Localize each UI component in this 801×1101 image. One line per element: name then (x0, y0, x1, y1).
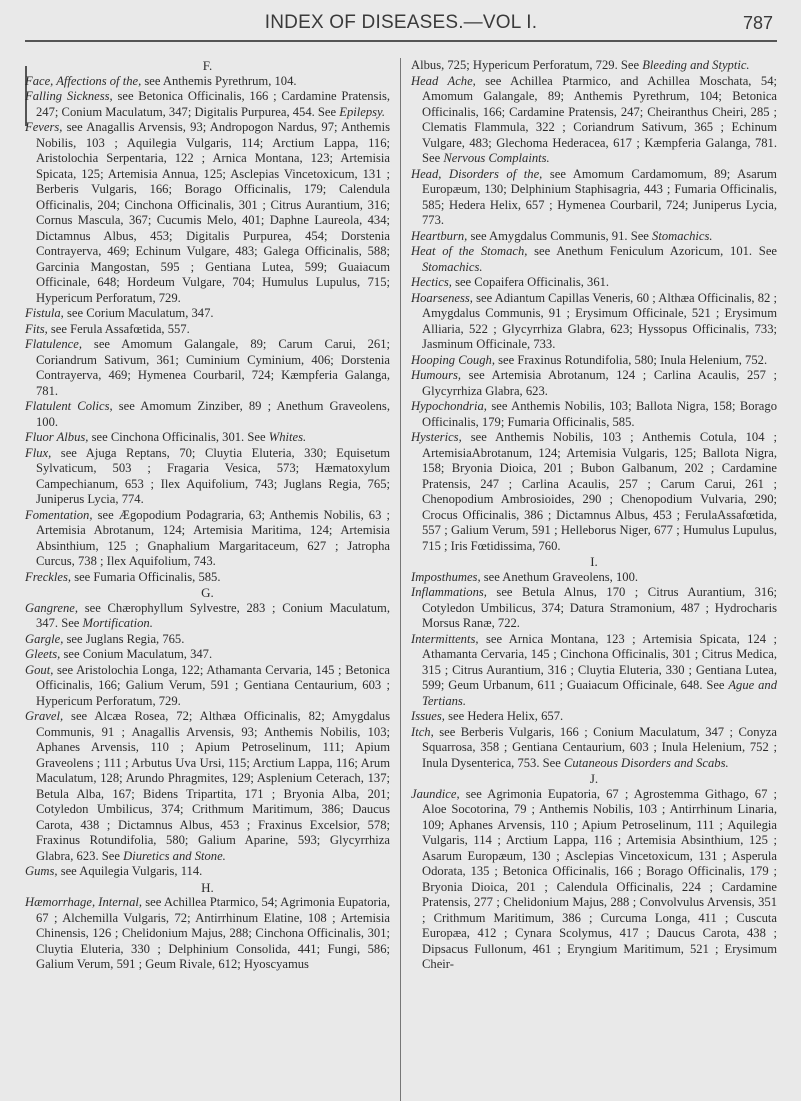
entry-term: Issues, (411, 709, 445, 723)
index-entry (25, 895, 390, 973)
entry-term: Hæmorrhage, Internal, (25, 895, 143, 909)
index-entry (411, 787, 777, 973)
entry-term: Flatulence, (25, 337, 82, 351)
section-letter: J. (589, 771, 599, 786)
entry-term: Intermittents, (411, 631, 479, 646)
entry-term: Jaundice, (411, 786, 460, 801)
index-entry (25, 322, 390, 338)
index-entry (25, 446, 390, 508)
entry-references: see Amomum Zinziber, 89 ; Anethum Graveolens, 100. (36, 399, 390, 429)
see-reference: Nervous Complaints. (443, 151, 550, 165)
index-entry (411, 244, 777, 275)
entry-references: see Amomum Galangale, 89; Carum Carui, 261; Coriandrum Sativum, 361; Cuminium Cyminium, 406; Dorstenia Contrayerva, 469; Hymenea Courbaril, 724; Kæmpferia Galanga, 781. (36, 337, 390, 398)
index-entry (411, 275, 777, 291)
index-entry (25, 337, 390, 399)
entry-term: Hoarseness, (411, 290, 473, 305)
entry-references: see Anethum Graveolens, 100. (480, 569, 639, 584)
entry-term: Gums, (25, 864, 58, 878)
see-reference: Bleeding (642, 58, 687, 72)
right-column (401, 58, 777, 1101)
entry-term: Hooping Cough, (411, 352, 495, 367)
see-reference: Whites. (268, 430, 307, 444)
entry-term: Heat of the Stomach, (411, 244, 528, 258)
index-entry (25, 632, 390, 648)
entry-term: Heartburn, (411, 228, 468, 243)
section-letter: H. (201, 879, 214, 895)
entry-references: see Copaifera Officinalis, 361. (451, 275, 610, 289)
index-entry (25, 663, 390, 710)
index-entry (25, 709, 390, 864)
see-reference: Mortification. (82, 616, 153, 630)
entry-references: see Agrimonia Eupatoria, 67 ; Agrostemma Githago, 67 ; Aloe Socotorina, 79 ; Anthemis Nobilis, 103 ; Antirrhinum Linaria, 109; Aphanes Arvensis, 110 ; Apium Petroselinum, 111 ; Aquilegia Vulgaris, 114 ; Arctium Lappa, 116 ; Artemisia Absinthium, 125 ; Asarum Europæum, 130 ; Asclepias Vincetoxicum, 131 ; Asperula Odorata, 135 ; Betonica Officinalis, 166 ; Borago Officinalis, 179 ; Bryonia Dioica, 201 ; Calendula Officinalis, 224 ; Cardamine Pratensis, 277 ; Chelidonium Majus, 288 ; Convolvulus Arvensis, 351 ; Crithmum Maritimum, 386 ; Curcuma Longa, 411 ; Cuscuta Europæa, 412 ; Cynara Scolymus, 417 ; Daucus Carota, 438 ; Dipsacus Fullonum, 461 ; Eryngium Maritimum, 521 ; Erysimum Cheir- (422, 786, 777, 971)
entry-references: see Chærophyllum Sylvestre, 283 ; Conium Maculatum, 347. See (36, 600, 390, 630)
entry-references: see Aristolochia Longa, 122; Athamanta Cervaria, 145 ; Betonica Officinalis, 166; Galium Verum, 591 ; Gentiana Centaurium, 603 ; Hypericum Perforatum, 729. (36, 662, 390, 708)
page-title: INDEX OF DISEASES.—VOL I. (264, 12, 538, 33)
entry-references: see Ferula Assafœtida, 557. (47, 321, 190, 336)
entry-term: Gangrene, (25, 600, 79, 615)
entry-term: Hysterics, (411, 430, 462, 444)
see-reference: Cutaneous Disorders (563, 755, 671, 770)
entry-references: see Aquilegia Vulgaris, 114. (57, 864, 203, 878)
entry-references: see Achillea Ptarmico, 54; Agrimonia Eupatoria, 67 ; Alchemilla Vulgaris, 72; Antirrhinum Elatine, 108 ; Artemisia Chinensis, 126 ; Chelidonium Majus, 288; Cinchona Officinalis, 301; Cluytia Eluteria, 330 ; Delphinium Consolida, 441; Fungi, 586; Galium Verum, 591 ; Geum Rivale, 612; Hyoscyamus (36, 895, 390, 971)
entry-references: see Ægopodium Podagraria, 63; Anthemis Nobilis, 63 ; Artemisia Abrotanum, 124; Artemisia Maritima, 124; Artemisia Absinthium, 125 ; Gnaphalium Margaritaceum, 627 ; Jatropha Curcus, 738 ; Ilex Aquifolium, 743. (36, 507, 390, 568)
see-reference: Stomachics. (422, 259, 483, 274)
entry-term: Flux, (25, 445, 52, 460)
see-reference: Epilepsy. (339, 104, 386, 119)
left-column (25, 58, 401, 1101)
index-entry (25, 120, 390, 306)
index-entry (411, 725, 777, 772)
see-reference: Diuretics (123, 848, 170, 863)
entry-references: see Amomum Cardamomum, 89; Asarum Europæum, 130; Delphinium Staphisagria, 443 ; Fumaria Officinalis, 585; Hedera Helix, 657 ; Hymenea Courbaril, 724; Juniperus Lycia, 773. (422, 166, 777, 227)
entry-term: Gravel, (25, 709, 64, 723)
page-header (25, 12, 777, 42)
entry-references: see Anthemis Nobilis, 103; Ballota Nigra, 158; Borago Officinalis, 179; Fumaria Officinalis, 585. (422, 399, 777, 429)
index-entry (411, 229, 777, 245)
index-entry (411, 585, 777, 632)
index-entry (25, 570, 390, 586)
entry-references: see Ajuga Reptans, 70; Cluytia Eluteria, 330; Equisetum Sylvaticum, 503 ; Fragaria Vesica, 573; Hæmatoxylum Campechianum, 653 ; Ilex Aquifolium, 743; Juglans Regia, 765; Juniperus Lycia, 774. (36, 445, 390, 506)
index-entry (25, 399, 390, 430)
entry-term: Humours, (411, 368, 462, 382)
entry-term: Freckles, (25, 569, 72, 584)
entry-references: see Juglans Regia, 765. (63, 631, 185, 646)
index-entry (411, 632, 777, 710)
entry-references: see Artemisia Abrotanum, 124 ; Carlina Acaulis, 257 ; Glycyrrhiza Glabra, 623. (422, 368, 777, 398)
entry-term: Fevers, (25, 120, 63, 134)
index-entry (25, 430, 390, 446)
index-entry (411, 368, 777, 399)
section-letter: I. (590, 554, 598, 569)
entry-term: Fomentation, (25, 507, 93, 522)
entry-references: see Alcæa Rosea, 72; Althæa Officinalis, 82; Amygdalus Communis, 91 ; Anagallis Arvensis, 93; Anthemis Nobilis, 103; Aphanes Arvensis, 110 ; Apium Petroselinum, 111; Apium Graveolens ; 111 ; Arbutus Uva Ursi, 115; Arctium Lappa, 116; Arum Maculatum, 128; Arundo Phragmites, 129; Asplenium Ceterach, 137; Betula Alba, 167; Bidens Tripartita, 171 ; Bryonia Alba, 201; Cotyledon Umbilicus, 374; Crithmum Maritimum, 386; Daucus Carota, 438 ; Dictamnus Albus, 453 ; Fraxinus Excelsior, 578; Fraxinus Rotundifolia, 580; Galium Aparine, 593; Glycyrrhiza Glabra, 623. See (36, 709, 390, 863)
entry-references: see Fumaria Officinalis, 585. (71, 569, 221, 584)
see-reference: Stomachics. (652, 228, 713, 243)
index-entry (25, 306, 390, 322)
entry-term: Hectics, (411, 275, 452, 289)
entry-references: Albus, 725; Hypericum Perforatum, 729. See (411, 58, 643, 72)
see-reference-extra: and Styptic. (686, 58, 750, 72)
section-letter: F. (202, 58, 213, 73)
index-entry (25, 74, 390, 90)
see-reference-extra: and Scabs. (670, 755, 729, 770)
index-entry (25, 864, 390, 880)
see-reference: Ague (728, 678, 755, 692)
entry-references: see Anthemis Nobilis, 103 ; Anthemis Cotula, 104 ; ArtemisiaAbrotanum, 124; Artemisia Vulgaris, 125; Ballota Nigra, 158; Bryonia Dioica, 201 ; Bubon Galbanum, 202 ; Cardamine Pratensis, 247 ; Carlina Acaulis, 257 ; Carum Carui, 261 ; Chenopodium Ambrosioides, 290 ; Chenopodium Vulvaria, 290; Crocus Officinalis, 386 ; Dictamnus Albus, 453 ; FerulaAssafœtida, 557 ; Galium Verum, 591 ; Helleborus Niger, 677 ; Humulus Lupulus, 715 ; Iris Fœtidissima, 760. (422, 430, 777, 553)
index-entry (411, 570, 777, 586)
entry-references: see Anthemis Pyrethrum, 104. (141, 73, 297, 88)
index-entry (411, 399, 777, 430)
index-entry (411, 291, 777, 353)
see-reference-extra: and Stone. (169, 848, 226, 863)
header-rule (25, 40, 777, 42)
entry-term: Head Ache, (411, 73, 476, 88)
entry-term: Head, Disorders of the, (411, 166, 543, 181)
entry-references: see Anethum Feniculum Azoricum, 101. See (527, 244, 777, 258)
entry-references: see Fraxinus Rotundifolia, 580; Inula Helenium, 752. (494, 352, 768, 367)
index-entry (25, 508, 390, 570)
index-entry (25, 647, 390, 663)
entry-references: see Adiantum Capillas Veneris, 60 ; Althæa Officinalis, 82 ; Amygdalus Communis, 91 ; Erysimum Officinale, 521 ; Erysimum Alliaria, 522 ; Glycyrrhiza Glabra, 623; Hyssopus Officinalis, 733; Jasminum Officinale, 733. (422, 290, 777, 351)
entry-term: Imposthumes, (411, 569, 481, 584)
index-entry (25, 89, 390, 120)
entry-references: see Betonica Officinalis, 166 ; Cardamine Pratensis, 247; Conium Maculatum, 347; Digitalis Purpurea, 454. See (36, 89, 390, 119)
entry-term: Itch, (411, 724, 434, 739)
entry-references: see Cinchona Officinalis, 301. See (88, 430, 269, 444)
entry-term: Gleets, (25, 647, 61, 661)
entry-term: Inflammations, (411, 585, 487, 599)
entry-term: Fluor Albus, (25, 430, 89, 444)
entry-references: see Corium Maculatum, 347. (63, 306, 214, 320)
entry-term: Flatulent Colics, (25, 399, 113, 413)
index-entry (411, 353, 777, 369)
entry-term: Fits, (25, 321, 48, 336)
index-entry (411, 74, 777, 167)
page-number: 787 (742, 13, 773, 33)
index-entry (411, 709, 777, 725)
entry-term: Face, Affections of the, (25, 73, 142, 88)
section-letter: G. (201, 585, 214, 600)
entry-references: see Achillea Ptarmico, and Achillea Moschata, 54; Amomum Galangale, 89; Anthemis Pyrethrum, 104; Betonica Officinalis, 166; Cardamine Pratensis, 247; Cheiranthus Cheiri, 285 ; Clematis Flammula, 322 ; Coriandrum Sativum, 365 ; Echinum Vulgare, 483; Glechoma Hederacea, 617 ; Kæmpferia Galanga, 781. See (422, 73, 777, 165)
entry-references: see Berberis Vulgaris, 166 ; Conium Maculatum, 347 ; Conyza Squarrosa, 358 ; Gentiana Centaurium, 603 ; Inula Helenium, 752 ; Inula Dysenterica, 753. See (422, 724, 777, 770)
index-entry (411, 58, 777, 74)
entry-references: see Amygdalus Communis, 91. See (467, 228, 653, 243)
entry-term: Gargle, (25, 631, 64, 646)
index-entry (25, 601, 390, 632)
entry-term: Gout, (25, 662, 54, 677)
entry-references: see Betula Alnus, 170 ; Citrus Aurantium, 316; Cotyledon Umbilicus, 374; Datura Stramonium, 487 ; Hydrocharis Morsus Ranæ, 722. (422, 585, 777, 630)
entry-term: Fistula, (25, 306, 64, 320)
index-entry (411, 430, 777, 554)
entry-references: see Anagallis Arvensis, 93; Andropogon Nardus, 97; Anthemis Nobilis, 103 ; Aquilegia Vulgaris, 114; Arctium Lappa, 116; Aristolochia Serpentaria, 122 ; Arnica Montana, 123; Artemisia Spicata, 125; Artemisia Annua, 125; Asclepias Vincetoxicum, 131 ; Berberis Vulgaris, 166; Borago Officinalis, 179; Calendula Officinalis, 204; Cinchona Officinalis, 301 ; Citrus Aurantium, 316; Cornus Mascula, 367; Cucumis Melo, 401; Daphne Laureola, 434; Dictamnus Albus, 453; Digitalis Purpurea, 454; Dorstenia Contrayerva, 469; Echinum Vulgare, 483; Galega Officinalis, 588; Garcinia Mangostan, 595 ; Gentiana Lutea, 599; Guaiacum Officinale, 648; Hordeum Vulgare, 704; Humulus Lupulus, 715; Hypericum Perforatum, 729. (36, 120, 390, 305)
index-columns (25, 58, 777, 1101)
entry-references: see Arnica Montana, 123 ; Artemisia Spicata, 124 ; Athamanta Cervaria, 145 ; Cinchona Officinalis, 301 ; Citrus Medica, 315 ; Citrus Aurantium, 316 ; Cluytia Eluteria, 330 ; Gentiana Lutea, 599; Geum Urbanum, 611 ; Guaiacum Officinale, 648. See (422, 631, 777, 692)
see-reference-extra: and Tertians. (422, 678, 777, 708)
entry-references: see Hedera Helix, 657. (444, 709, 564, 723)
index-entry (411, 167, 777, 229)
entry-term: Hypochondria, (411, 399, 487, 413)
entry-term: Falling Sickness, (25, 89, 113, 103)
entry-references: see Conium Maculatum, 347. (60, 647, 213, 661)
